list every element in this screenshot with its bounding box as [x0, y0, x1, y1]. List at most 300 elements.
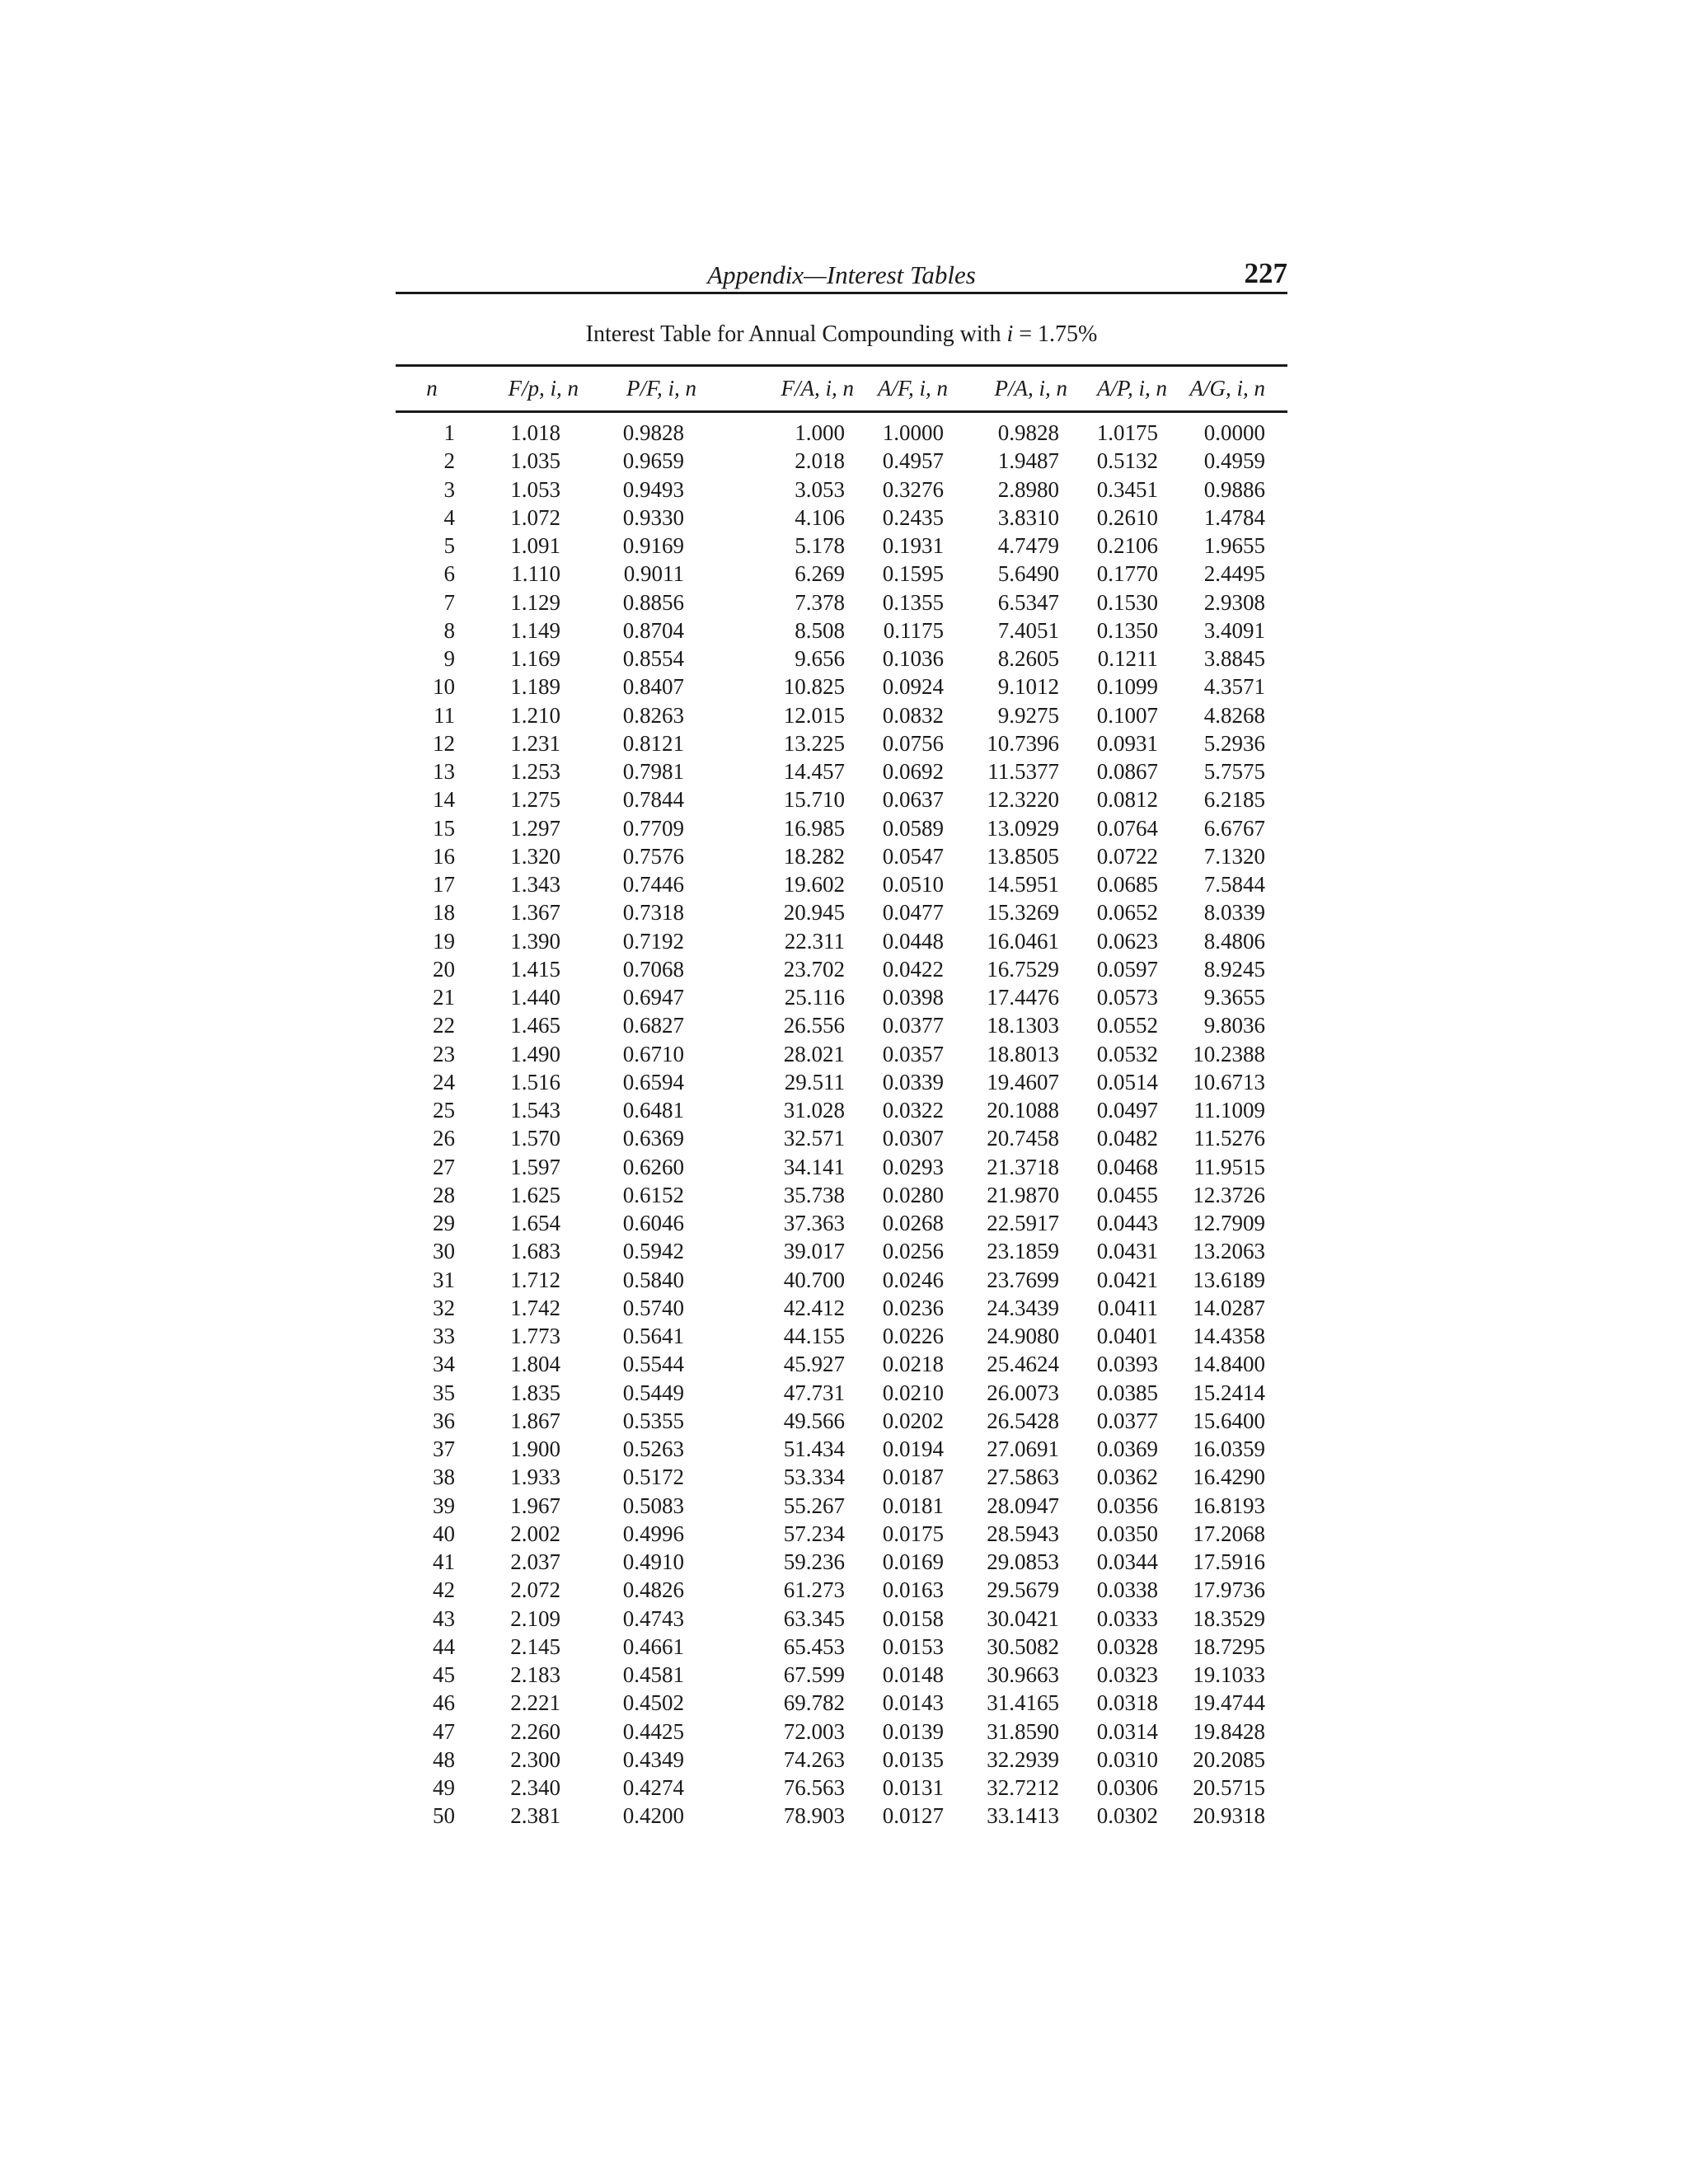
- column-header-p-a: P/A, i, n: [994, 376, 1067, 401]
- table-cell-f-a: 78.903: [783, 1803, 845, 1828]
- table-cell-p-f: 0.6594: [622, 1070, 684, 1094]
- table-cell-p-a: 18.1303: [987, 1013, 1059, 1038]
- table-cell-a-f: 0.0187: [882, 1465, 944, 1489]
- table-cell-a-p: 0.1211: [1097, 646, 1158, 671]
- table-cell-a-f: 0.3276: [882, 477, 944, 502]
- table-cell-n: 40: [433, 1521, 455, 1546]
- table-cell-a-g: 2.9308: [1203, 590, 1265, 615]
- table-cell-a-f: 0.0322: [882, 1098, 944, 1122]
- table-cell-f-a: 37.363: [783, 1211, 845, 1235]
- table-cell-a-f: 0.0377: [882, 1013, 944, 1038]
- table-cell-a-f: 0.0280: [882, 1183, 944, 1207]
- table-cell-a-g: 8.0339: [1203, 900, 1265, 925]
- table-cell-a-f: 0.0181: [882, 1493, 944, 1518]
- table-cell-p-a: 22.5917: [987, 1211, 1059, 1235]
- table-cell-p-a: 16.0461: [987, 929, 1059, 954]
- table-caption: [396, 321, 1287, 348]
- table-cell-f-p: 1.773: [510, 1324, 560, 1348]
- table-cell-p-a: 8.2605: [997, 646, 1059, 671]
- table-cell-p-f: 0.5740: [622, 1296, 684, 1320]
- table-cell-f-a: 10.825: [783, 674, 845, 699]
- table-cell-a-f: 0.0202: [882, 1408, 944, 1433]
- table-cell-a-g: 20.9318: [1193, 1803, 1265, 1828]
- table-cell-p-a: 29.5679: [987, 1577, 1059, 1602]
- table-cell-n: 30: [433, 1239, 455, 1263]
- table-cell-p-f: 0.9330: [622, 505, 684, 530]
- table-cell-n: 19: [433, 929, 455, 954]
- table-cell-p-a: 23.7699: [987, 1268, 1059, 1292]
- table-cell-p-a: 19.4607: [987, 1070, 1059, 1094]
- table-cell-a-f: 0.2435: [882, 505, 944, 530]
- table-cell-a-f: 0.0153: [882, 1634, 944, 1659]
- table-cell-a-f: 0.0139: [882, 1719, 944, 1744]
- table-cell-f-a: 47.731: [783, 1380, 845, 1405]
- table-cell-a-p: 0.0455: [1096, 1183, 1158, 1207]
- table-cell-p-a: 24.3439: [987, 1296, 1059, 1320]
- table-cell-a-g: 0.4959: [1203, 448, 1265, 473]
- table-cell-a-g: 11.5276: [1193, 1126, 1265, 1151]
- table-cell-a-p: 0.1007: [1096, 703, 1158, 728]
- table-cell-a-g: 19.8428: [1193, 1719, 1265, 1744]
- table-cell-a-f: 0.0218: [882, 1352, 944, 1376]
- table-cell-p-a: 16.7529: [987, 957, 1059, 982]
- table-cell-f-p: 1.390: [510, 929, 560, 954]
- table-cell-p-f: 0.4996: [622, 1521, 684, 1546]
- table-cell-a-p: 0.0867: [1096, 759, 1158, 784]
- table-cell-p-f: 0.4826: [622, 1577, 684, 1602]
- table-cell-p-f: 0.9659: [622, 448, 684, 473]
- table-cell-p-a: 29.0853: [987, 1549, 1059, 1574]
- table-cell-a-f: 0.1036: [882, 646, 944, 671]
- table-cell-f-a: 4.106: [795, 505, 845, 530]
- table-cell-p-f: 0.5544: [622, 1352, 684, 1376]
- table-cell-n: 35: [433, 1380, 455, 1405]
- table-cell-n: 50: [433, 1803, 455, 1828]
- table-header-rule: [396, 410, 1287, 413]
- table-cell-a-g: 15.2414: [1193, 1380, 1265, 1405]
- table-cell-p-a: 27.0691: [987, 1436, 1059, 1461]
- table-cell-n: 45: [433, 1662, 455, 1687]
- table-cell-a-p: 0.0652: [1096, 900, 1158, 925]
- table-cell-a-p: 0.0931: [1096, 731, 1158, 756]
- table-cell-p-a: 11.5377: [987, 759, 1059, 784]
- table-cell-a-f: 0.0268: [882, 1211, 944, 1235]
- table-cell-n: 31: [433, 1268, 455, 1292]
- table-cell-a-g: 7.1320: [1203, 844, 1265, 869]
- table-cell-a-f: 0.0158: [882, 1606, 944, 1631]
- table-cell-a-g: 13.6189: [1193, 1268, 1265, 1292]
- table-cell-n: 42: [433, 1577, 455, 1602]
- table-cell-f-a: 55.267: [783, 1493, 845, 1518]
- table-cell-f-a: 35.738: [783, 1183, 845, 1207]
- table-cell-p-f: 0.5172: [622, 1465, 684, 1489]
- table-cell-a-g: 18.7295: [1193, 1634, 1265, 1659]
- table-cell-a-p: 0.0431: [1096, 1239, 1158, 1263]
- table-cell-n: 36: [433, 1408, 455, 1433]
- table-cell-p-f: 0.6152: [622, 1183, 684, 1207]
- table-cell-a-p: 0.0552: [1096, 1013, 1158, 1038]
- table-cell-n: 37: [433, 1436, 455, 1461]
- table-cell-a-g: 15.6400: [1193, 1408, 1265, 1433]
- table-cell-p-f: 0.8263: [622, 703, 684, 728]
- table-cell-a-g: 11.1009: [1193, 1098, 1265, 1122]
- table-cell-n: 6: [443, 561, 455, 586]
- table-cell-p-f: 0.7446: [622, 872, 684, 897]
- table-cell-p-a: 31.8590: [987, 1719, 1059, 1744]
- table-cell-a-p: 0.0377: [1096, 1408, 1158, 1433]
- table-cell-p-f: 0.7844: [622, 787, 684, 812]
- table-cell-p-f: 0.7068: [622, 957, 684, 982]
- table-cell-p-f: 0.4661: [622, 1634, 684, 1659]
- table-cell-a-f: 0.0339: [882, 1070, 944, 1094]
- table-cell-a-g: 17.5916: [1193, 1549, 1265, 1574]
- table-caption-suffix: = 1.75%: [1013, 321, 1098, 347]
- table-cell-f-a: 3.053: [795, 477, 845, 502]
- table-cell-f-p: 1.933: [510, 1465, 560, 1489]
- table-cell-a-f: 0.0135: [882, 1747, 944, 1772]
- table-cell-p-f: 0.5449: [622, 1380, 684, 1405]
- table-cell-a-f: 0.0163: [882, 1577, 944, 1602]
- table-cell-p-a: 13.0929: [987, 816, 1059, 841]
- table-cell-a-g: 20.5715: [1193, 1775, 1265, 1800]
- table-cell-f-p: 2.300: [510, 1747, 560, 1772]
- table-cell-a-p: 0.0362: [1096, 1465, 1158, 1489]
- table-cell-a-p: 0.0443: [1096, 1211, 1158, 1235]
- table-cell-a-p: 0.0685: [1096, 872, 1158, 897]
- table-cell-p-a: 30.5082: [987, 1634, 1059, 1659]
- table-cell-f-a: 51.434: [783, 1436, 845, 1461]
- table-cell-a-g: 12.3726: [1193, 1183, 1265, 1207]
- table-cell-p-a: 10.7396: [987, 731, 1059, 756]
- table-cell-f-a: 2.018: [795, 448, 845, 473]
- table-cell-f-p: 1.210: [510, 703, 560, 728]
- table-cell-p-a: 28.0947: [987, 1493, 1059, 1518]
- table-cell-a-g: 6.2185: [1203, 787, 1265, 812]
- table-cell-a-f: 0.0398: [882, 985, 944, 1010]
- table-cell-f-p: 1.804: [510, 1352, 560, 1376]
- table-cell-a-p: 0.0318: [1096, 1690, 1158, 1715]
- table-cell-a-f: 0.1355: [882, 590, 944, 615]
- table-cell-f-p: 1.275: [510, 787, 560, 812]
- table-cell-f-p: 1.597: [510, 1155, 560, 1179]
- table-cell-f-a: 16.985: [783, 816, 845, 841]
- table-cell-n: 4: [443, 505, 455, 530]
- table-cell-a-f: 0.0293: [882, 1155, 944, 1179]
- table-cell-f-p: 2.145: [510, 1634, 560, 1659]
- table-cell-a-f: 0.0448: [882, 929, 944, 954]
- table-cell-f-a: 44.155: [783, 1324, 845, 1348]
- table-cell-f-p: 1.900: [510, 1436, 560, 1461]
- table-cell-p-a: 25.4624: [987, 1352, 1059, 1376]
- table-cell-p-a: 32.7212: [987, 1775, 1059, 1800]
- table-cell-f-a: 15.710: [783, 787, 845, 812]
- table-cell-f-a: 76.563: [783, 1775, 845, 1800]
- table-cell-f-p: 1.742: [510, 1296, 560, 1320]
- table-cell-f-a: 67.599: [783, 1662, 845, 1687]
- table-cell-n: 23: [433, 1042, 455, 1066]
- table-cell-a-g: 1.9655: [1203, 533, 1265, 558]
- table-cell-p-f: 0.6260: [622, 1155, 684, 1179]
- table-cell-a-p: 0.0573: [1096, 985, 1158, 1010]
- table-cell-a-f: 0.0175: [882, 1521, 944, 1546]
- table-cell-n: 9: [443, 646, 455, 671]
- table-cell-f-p: 1.712: [510, 1268, 560, 1292]
- table-cell-a-p: 0.0764: [1096, 816, 1158, 841]
- table-cell-a-f: 0.0148: [882, 1662, 944, 1687]
- table-cell-a-g: 17.9736: [1193, 1577, 1265, 1602]
- table-cell-f-p: 1.129: [510, 590, 560, 615]
- table-cell-f-a: 5.178: [795, 533, 845, 558]
- table-cell-p-f: 0.5641: [622, 1324, 684, 1348]
- table-cell-p-a: 15.3269: [987, 900, 1059, 925]
- table-cell-p-a: 7.4051: [997, 618, 1059, 643]
- table-cell-a-p: 1.0175: [1096, 420, 1158, 445]
- table-cell-f-a: 63.345: [783, 1606, 845, 1631]
- table-cell-n: 1: [443, 420, 455, 445]
- table-cell-f-p: 1.035: [510, 448, 560, 473]
- table-cell-p-a: 12.3220: [987, 787, 1059, 812]
- table-cell-n: 41: [433, 1549, 455, 1574]
- table-cell-f-p: 1.570: [510, 1126, 560, 1151]
- table-cell-p-f: 0.4581: [622, 1662, 684, 1687]
- table-cell-f-a: 8.508: [795, 618, 845, 643]
- table-cell-f-a: 26.556: [783, 1013, 845, 1038]
- table-cell-f-p: 2.260: [510, 1719, 560, 1744]
- table-cell-f-p: 1.465: [510, 1013, 560, 1038]
- table-cell-p-f: 0.7981: [622, 759, 684, 784]
- table-cell-p-f: 0.5840: [622, 1268, 684, 1292]
- table-cell-a-g: 10.6713: [1193, 1070, 1265, 1094]
- table-cell-f-p: 2.381: [510, 1803, 560, 1828]
- table-cell-a-g: 9.3655: [1203, 985, 1265, 1010]
- table-cell-p-f: 0.4502: [622, 1690, 684, 1715]
- table-cell-f-a: 32.571: [783, 1126, 845, 1151]
- table-cell-a-g: 14.4358: [1193, 1324, 1265, 1348]
- table-cell-n: 43: [433, 1606, 455, 1631]
- table-cell-p-a: 4.7479: [997, 533, 1059, 558]
- table-cell-f-a: 49.566: [783, 1408, 845, 1433]
- table-cell-f-p: 1.149: [510, 618, 560, 643]
- table-cell-p-a: 20.1088: [987, 1098, 1059, 1122]
- table-cell-a-f: 0.0510: [882, 872, 944, 897]
- table-cell-a-g: 3.8845: [1203, 646, 1265, 671]
- table-cell-a-g: 19.4744: [1193, 1690, 1265, 1715]
- table-cell-p-f: 0.8856: [622, 590, 684, 615]
- table-cell-p-a: 30.0421: [987, 1606, 1059, 1631]
- table-cell-n: 33: [433, 1324, 455, 1348]
- table-cell-n: 11: [434, 703, 455, 728]
- table-cell-f-p: 1.516: [510, 1070, 560, 1094]
- table-cell-a-g: 14.8400: [1193, 1352, 1265, 1376]
- table-cell-f-a: 59.236: [783, 1549, 845, 1574]
- table-cell-p-a: 18.8013: [987, 1042, 1059, 1066]
- table-cell-p-f: 0.4200: [622, 1803, 684, 1828]
- table-cell-f-p: 2.340: [510, 1775, 560, 1800]
- table-cell-a-p: 0.0514: [1096, 1070, 1158, 1094]
- table-cell-a-p: 0.3451: [1096, 477, 1158, 502]
- table-cell-a-g: 4.8268: [1203, 703, 1265, 728]
- table-cell-a-g: 18.3529: [1193, 1606, 1265, 1631]
- table-cell-f-p: 1.625: [510, 1183, 560, 1207]
- table-cell-p-f: 0.7576: [622, 844, 684, 869]
- table-cell-p-a: 0.9828: [997, 420, 1059, 445]
- table-cell-f-p: 1.110: [511, 561, 560, 586]
- table-cell-f-p: 2.183: [510, 1662, 560, 1687]
- table-cell-a-f: 0.0832: [882, 703, 944, 728]
- table-cell-f-p: 1.231: [510, 731, 560, 756]
- table-cell-a-f: 0.0357: [882, 1042, 944, 1066]
- table-cell-a-f: 0.0477: [882, 900, 944, 925]
- table-cell-f-p: 1.320: [510, 844, 560, 869]
- table-cell-a-p: 0.5132: [1096, 448, 1158, 473]
- table-cell-a-p: 0.0597: [1096, 957, 1158, 982]
- table-cell-n: 16: [433, 844, 455, 869]
- table-cell-p-f: 0.4425: [622, 1719, 684, 1744]
- table-cell-a-f: 0.0256: [882, 1239, 944, 1263]
- table-cell-a-g: 0.9886: [1203, 477, 1265, 502]
- table-cell-a-f: 0.0131: [882, 1775, 944, 1800]
- table-cell-a-g: 14.0287: [1193, 1296, 1265, 1320]
- table-cell-p-a: 9.1012: [997, 674, 1059, 699]
- table-cell-a-f: 0.0307: [882, 1126, 944, 1151]
- table-cell-a-p: 0.0722: [1096, 844, 1158, 869]
- table-cell-p-f: 0.4349: [622, 1747, 684, 1772]
- table-cell-a-p: 0.0333: [1096, 1606, 1158, 1631]
- table-cell-f-p: 1.490: [510, 1042, 560, 1066]
- table-cell-p-a: 23.1859: [987, 1239, 1059, 1263]
- table-cell-p-a: 9.9275: [997, 703, 1059, 728]
- table-cell-a-g: 2.4495: [1203, 561, 1265, 586]
- table-cell-f-a: 65.453: [783, 1634, 845, 1659]
- column-header-a-g: A/G, i, n: [1189, 376, 1265, 401]
- table-cell-p-a: 20.7458: [987, 1126, 1059, 1151]
- table-cell-n: 46: [433, 1690, 455, 1715]
- table-cell-a-f: 0.0226: [882, 1324, 944, 1348]
- table-cell-f-a: 25.116: [784, 985, 845, 1010]
- table-cell-f-a: 7.378: [795, 590, 845, 615]
- table-cell-p-a: 26.5428: [987, 1408, 1059, 1433]
- table-cell-n: 25: [433, 1098, 455, 1122]
- table-cell-f-a: 61.273: [783, 1577, 845, 1602]
- table-cell-n: 14: [433, 787, 455, 812]
- table-cell-p-f: 0.9169: [622, 533, 684, 558]
- table-cell-f-p: 1.072: [510, 505, 560, 530]
- table-cell-p-a: 30.9663: [987, 1662, 1059, 1687]
- table-cell-f-a: 31.028: [783, 1098, 845, 1122]
- table-cell-a-p: 0.1770: [1096, 561, 1158, 586]
- running-head-title: Appendix—Interest Tables: [707, 260, 976, 289]
- table-cell-f-a: 39.017: [783, 1239, 845, 1263]
- table-cell-f-a: 72.003: [783, 1719, 845, 1744]
- table-cell-n: 28: [433, 1183, 455, 1207]
- table-cell-a-p: 0.0328: [1096, 1634, 1158, 1659]
- table-cell-p-f: 0.8407: [622, 674, 684, 699]
- table-cell-a-g: 16.4290: [1193, 1465, 1265, 1489]
- table-cell-a-p: 0.0310: [1096, 1747, 1158, 1772]
- table-cell-f-a: 19.602: [783, 872, 845, 897]
- table-top-rule: [396, 364, 1287, 367]
- table-cell-f-a: 1.000: [795, 420, 845, 445]
- table-cell-a-p: 0.0482: [1096, 1126, 1158, 1151]
- table-cell-a-p: 0.1530: [1096, 590, 1158, 615]
- table-cell-p-f: 0.6827: [622, 1013, 684, 1038]
- table-cell-a-g: 5.2936: [1203, 731, 1265, 756]
- table-cell-a-p: 0.0302: [1096, 1803, 1158, 1828]
- table-cell-a-f: 0.0422: [882, 957, 944, 982]
- table-cell-p-a: 17.4476: [987, 985, 1059, 1010]
- table-cell-f-a: 40.700: [783, 1268, 845, 1292]
- table-cell-f-a: 6.269: [795, 561, 845, 586]
- table-cell-n: 29: [433, 1211, 455, 1235]
- table-cell-a-g: 20.2085: [1193, 1747, 1265, 1772]
- table-cell-f-a: 20.945: [783, 900, 845, 925]
- table-cell-f-a: 69.782: [783, 1690, 845, 1715]
- table-cell-a-f: 0.1175: [883, 618, 944, 643]
- table-cell-p-a: 2.8980: [997, 477, 1059, 502]
- table-cell-a-g: 1.4784: [1203, 505, 1265, 530]
- table-cell-f-p: 2.072: [510, 1577, 560, 1602]
- running-head: [396, 257, 1287, 295]
- table-cell-n: 21: [433, 985, 455, 1010]
- table-cell-a-f: 0.1931: [882, 533, 944, 558]
- table-cell-f-p: 1.297: [510, 816, 560, 841]
- table-cell-a-p: 0.1099: [1096, 674, 1158, 699]
- table-cell-p-f: 0.4910: [622, 1549, 684, 1574]
- table-cell-n: 15: [433, 816, 455, 841]
- table-cell-n: 22: [433, 1013, 455, 1038]
- table-cell-f-a: 28.021: [783, 1042, 845, 1066]
- table-cell-a-g: 7.5844: [1203, 872, 1265, 897]
- table-cell-f-a: 34.141: [783, 1155, 845, 1179]
- table-cell-f-p: 1.683: [510, 1239, 560, 1263]
- table-cell-n: 10: [433, 674, 455, 699]
- table-cell-f-p: 1.867: [510, 1408, 560, 1433]
- table-cell-a-p: 0.0812: [1096, 787, 1158, 812]
- table-cell-f-a: 45.927: [783, 1352, 845, 1376]
- table-cell-p-f: 0.7318: [622, 900, 684, 925]
- table-cell-a-f: 0.0194: [882, 1436, 944, 1461]
- table-cell-f-a: 12.015: [783, 703, 845, 728]
- table-cell-p-a: 3.8310: [997, 505, 1059, 530]
- table-cell-a-f: 1.0000: [882, 420, 944, 445]
- table-cell-a-p: 0.0306: [1096, 1775, 1158, 1800]
- table-cell-p-a: 32.2939: [987, 1747, 1059, 1772]
- table-cell-a-f: 0.0547: [882, 844, 944, 869]
- table-cell-a-p: 0.0401: [1096, 1324, 1158, 1348]
- table-cell-n: 44: [433, 1634, 455, 1659]
- table-cell-p-a: 26.0073: [987, 1380, 1059, 1405]
- table-cell-f-a: 14.457: [783, 759, 845, 784]
- table-cell-f-p: 2.221: [510, 1690, 560, 1715]
- table-cell-a-f: 0.0169: [882, 1549, 944, 1574]
- table-cell-a-p: 0.0338: [1096, 1577, 1158, 1602]
- table-cell-a-g: 16.0359: [1193, 1436, 1265, 1461]
- table-cell-f-a: 42.412: [783, 1296, 845, 1320]
- table-cell-a-p: 0.1350: [1096, 618, 1158, 643]
- table-cell-a-f: 0.0924: [882, 674, 944, 699]
- table-cell-p-f: 0.5942: [622, 1239, 684, 1263]
- table-cell-p-f: 0.9828: [622, 420, 684, 445]
- table-cell-a-f: 0.0236: [882, 1296, 944, 1320]
- table-cell-f-p: 1.415: [510, 957, 560, 982]
- table-cell-f-p: 2.002: [510, 1521, 560, 1546]
- table-cell-n: 49: [433, 1775, 455, 1800]
- column-header-n: n: [426, 376, 438, 401]
- table-cell-n: 48: [433, 1747, 455, 1772]
- table-cell-a-p: 0.0369: [1096, 1436, 1158, 1461]
- table-cell-a-p: 0.0356: [1096, 1493, 1158, 1518]
- column-header-a-p: A/P, i, n: [1096, 376, 1167, 401]
